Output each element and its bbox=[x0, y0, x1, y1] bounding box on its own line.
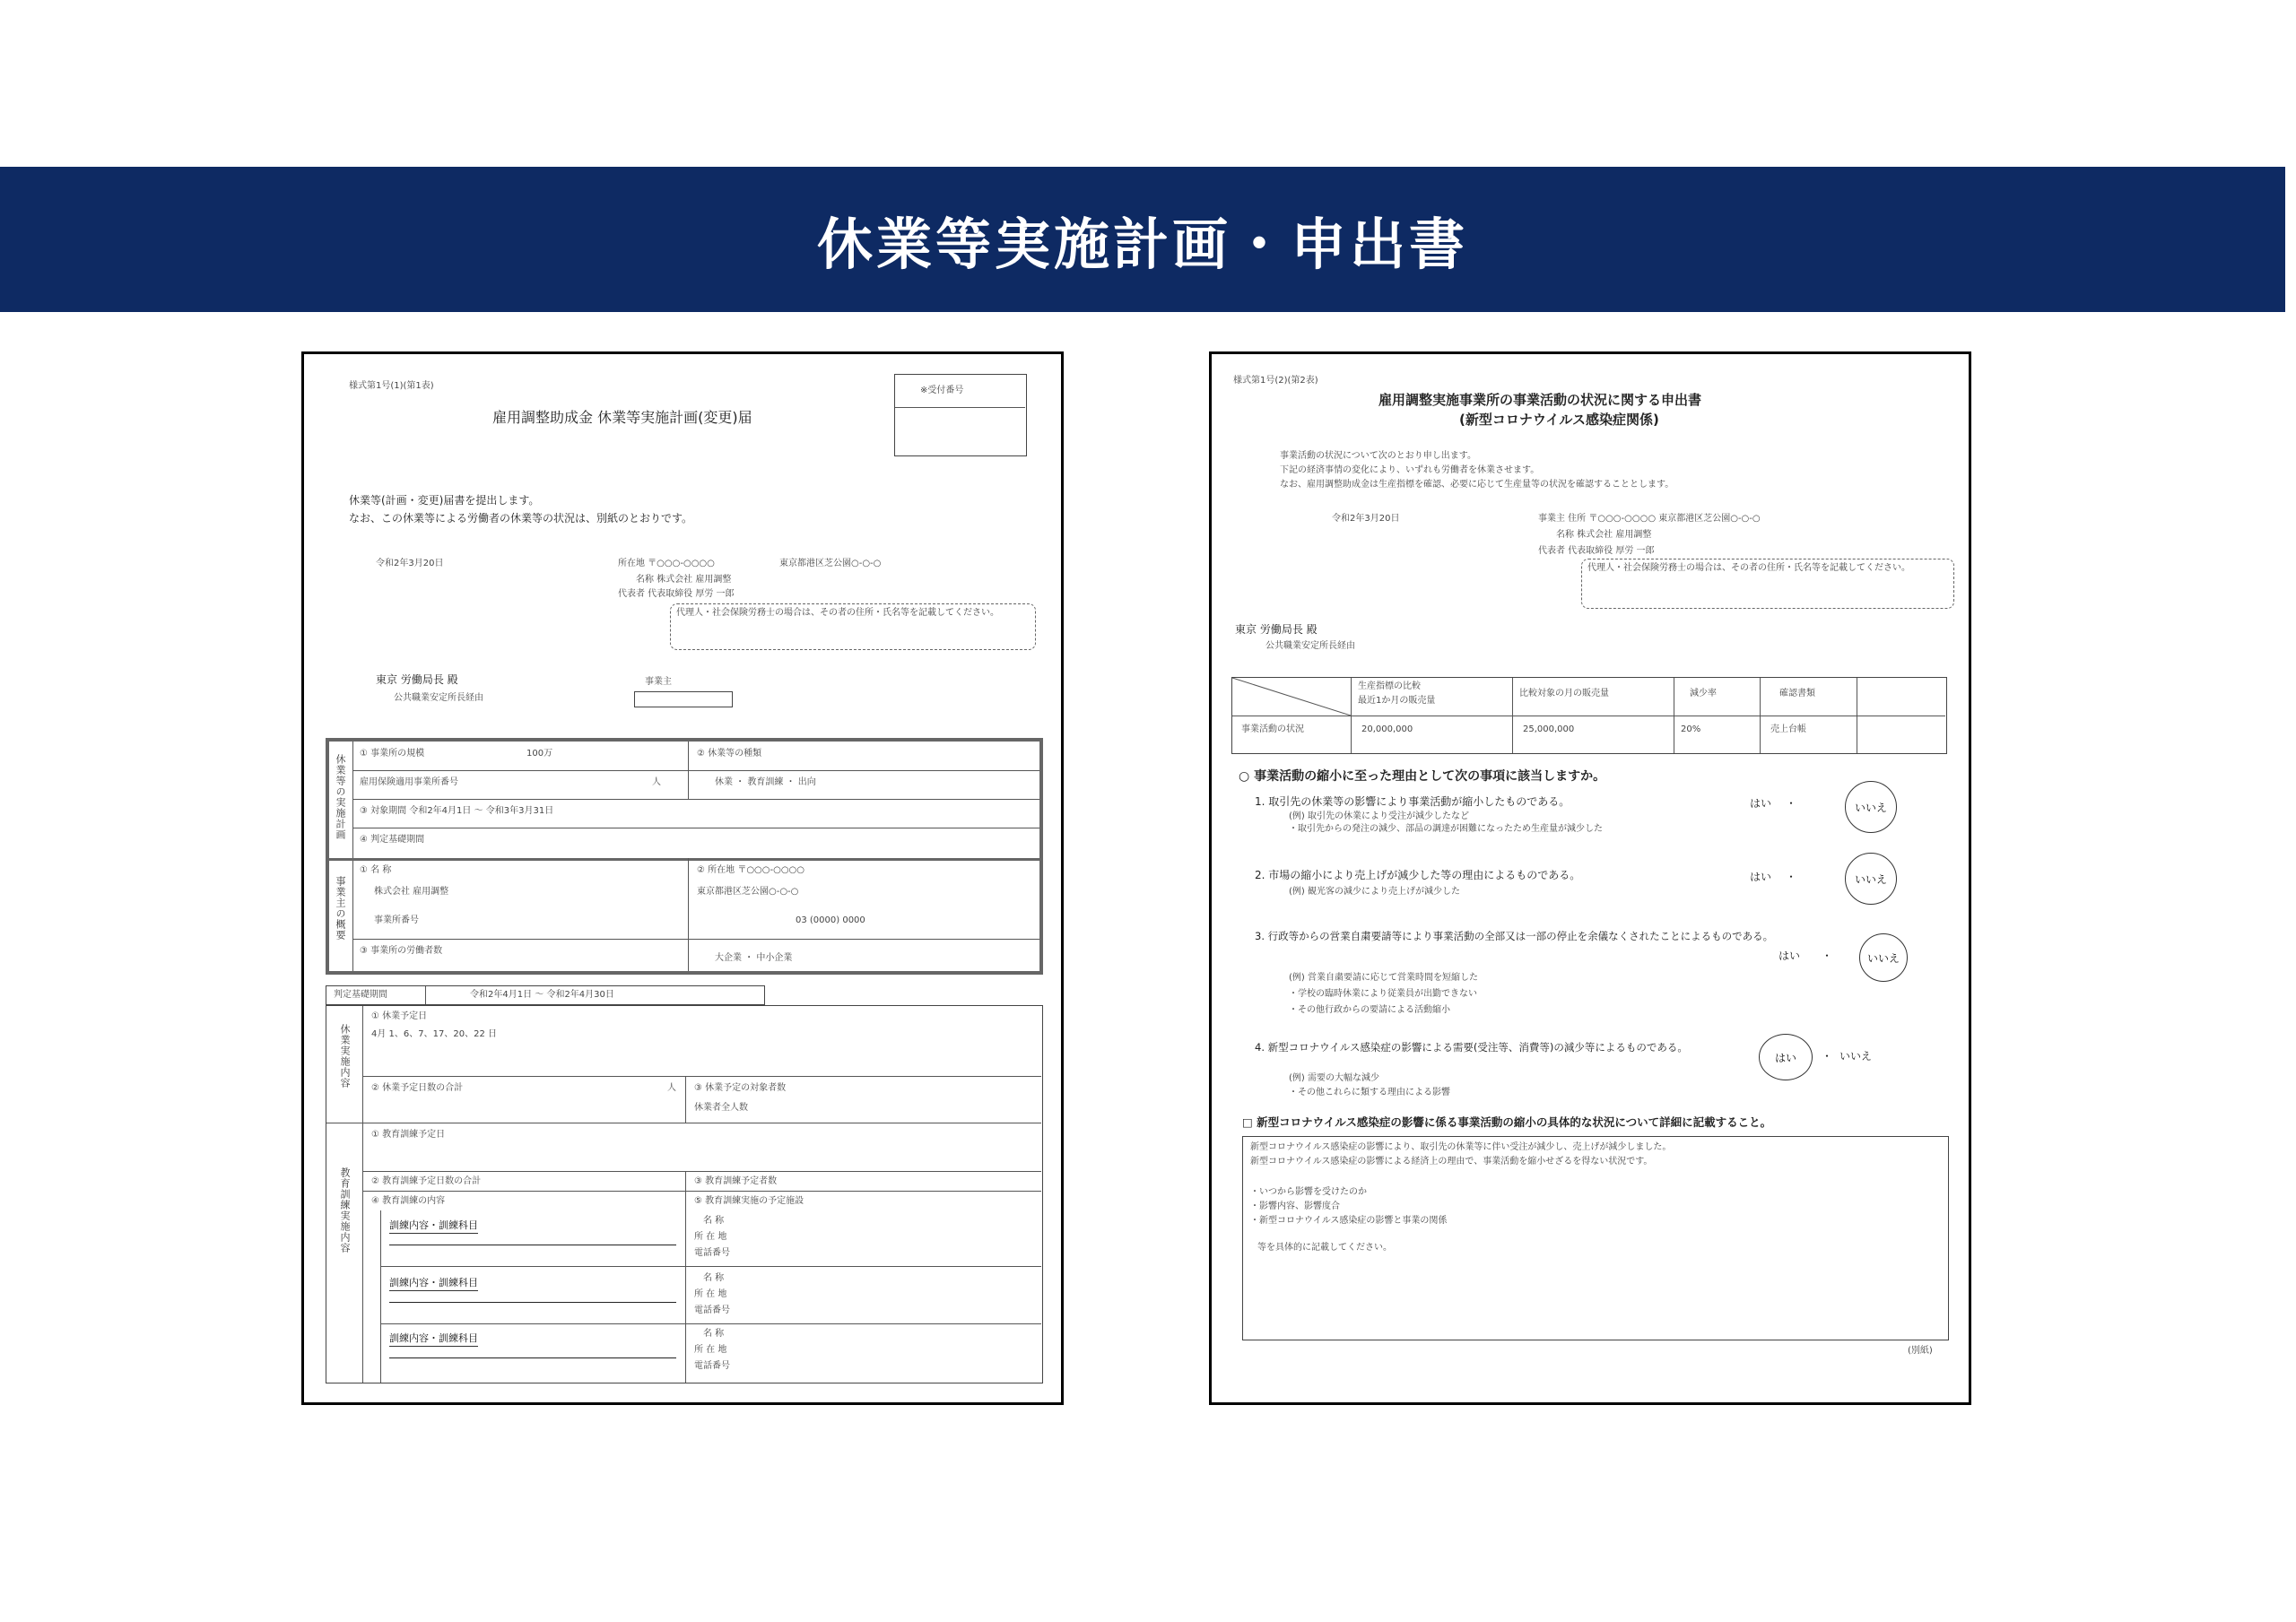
training-item-3-address: 所 在 地 bbox=[694, 1345, 727, 1355]
training-item-1-label: 訓練内容・訓練科目 bbox=[389, 1218, 478, 1234]
production-table bbox=[1231, 677, 1947, 754]
period-strip bbox=[326, 985, 765, 1005]
question-4-sep: ・ bbox=[1822, 1050, 1833, 1063]
question-3-sep: ・ bbox=[1822, 950, 1833, 962]
training-item-1-address: 所 在 地 bbox=[694, 1232, 727, 1242]
owner-name-label: ① 名 称 bbox=[360, 865, 392, 875]
question-1-sep: ・ bbox=[1786, 797, 1797, 810]
detail-line-1: 新型コロナウイルス感染症の影響により、取引先の休業等に伴い受注が減少し、売上げが減少しました。 bbox=[1250, 1142, 1672, 1152]
training-content-label: ④ 教育訓練の内容 bbox=[371, 1196, 446, 1206]
table-header-2: 最近1か月の販売量 bbox=[1358, 696, 1436, 706]
declaration-labor-bureau: 東京 労働局長 殿 bbox=[1235, 623, 1318, 636]
table-diagonal-line bbox=[1232, 678, 1351, 716]
plan-scale-label: ① 事業所の規模 bbox=[360, 749, 425, 759]
question-2-sep: ・ bbox=[1786, 871, 1797, 883]
plan-type-options: 休業 ・ 教育訓練 ・ 出向 bbox=[715, 777, 816, 787]
employment-office: 公共職業安定所長経由 bbox=[394, 693, 483, 703]
office-stamp-box bbox=[634, 691, 733, 707]
question-4-no: いいえ bbox=[1839, 1050, 1873, 1063]
implementation-section-box bbox=[326, 1005, 1043, 1383]
agent-note-box: 代理人・社会保険労務士の場合は、その者の住所・氏名等を記載してください。 bbox=[670, 603, 1036, 650]
leave-days-label: ① 休業予定日 bbox=[371, 1011, 428, 1021]
title-banner bbox=[0, 167, 2285, 312]
question-1-yes: はい bbox=[1750, 797, 1772, 810]
section-4-label: 教育訓練実施内容 bbox=[339, 1167, 351, 1253]
question-2: 2. 市場の縮小により売上げが減少した等の理由によるものである。 bbox=[1255, 869, 1581, 881]
detail-text-box[interactable] bbox=[1242, 1136, 1949, 1340]
detail-bullet-1: ・いつから影響を受けたのか bbox=[1250, 1187, 1367, 1197]
plan-scale-value: 100万 bbox=[526, 749, 553, 759]
section-1-label: 休業等の実施計画 bbox=[335, 754, 346, 840]
company-address-label: 所在地 〒○○○-○○○○ bbox=[618, 559, 715, 568]
company-name: 名称 株式会社 雇用調整 bbox=[636, 575, 732, 585]
form-title: 雇用調整助成金 休業等実施計画(変更)届 bbox=[492, 409, 752, 426]
detail-line-2: 新型コロナウイルス感染症の影響による経済上の理由で、事業活動を縮小せざるを得ない状況です。 bbox=[1250, 1157, 1653, 1167]
company-representative: 代表者 代表取締役 厚労 一郎 bbox=[618, 589, 735, 599]
question-2-detail: (例) 観光客の減少により売上げが減少した bbox=[1289, 887, 1460, 897]
table-header-4: 減少率 bbox=[1690, 689, 1717, 698]
question-4-answer-circle[interactable]: はい bbox=[1759, 1034, 1813, 1080]
declaration-subtitle: (新型コロナウイルス感染症関係) bbox=[1459, 412, 1659, 428]
page-title: 休業等実施計画・申出書 bbox=[816, 211, 1468, 277]
training-item-2-name: 名 称 bbox=[703, 1273, 725, 1283]
owner-office-number: 事業所番号 bbox=[374, 915, 419, 925]
training-count-label: ③ 教育訓練予定者数 bbox=[694, 1176, 778, 1186]
office-block-label: 事業主 bbox=[645, 677, 672, 687]
training-item-2-label: 訓練内容・訓練科目 bbox=[389, 1275, 478, 1291]
question-heading: ○ 事業活動の縮小に至った理由として次の事項に該当しますか。 bbox=[1239, 769, 1606, 784]
owner-name: 株式会社 雇用調整 bbox=[374, 887, 449, 897]
leave-total-unit: 人 bbox=[667, 1083, 676, 1093]
owner-address: 東京都港区芝公園○-○-○ bbox=[697, 887, 799, 897]
question-3-detail-3: ・その他行政からの要請による活動縮小 bbox=[1289, 1005, 1450, 1015]
table-row-label: 事業活動の状況 bbox=[1241, 724, 1304, 734]
training-item-2-phone: 電話番号 bbox=[694, 1305, 730, 1315]
plan-insurance-label: 雇用保険適用事業所番号 bbox=[360, 777, 458, 787]
owner-address-label: ② 所在地 〒○○○-○○○○ bbox=[697, 865, 805, 875]
declaration-company-name: 名称 株式会社 雇用調整 bbox=[1556, 530, 1652, 540]
submission-date: 令和2年3月20日 bbox=[376, 559, 444, 568]
detail-box-heading: □ 新型コロナウイルス感染症の影響に係る事業活動の縮小の具体的な状況について詳細に記載すること。 bbox=[1242, 1115, 1772, 1129]
declaration-agent-note: 代理人・社会保険労務士の場合は、その者の住所・氏名等を記載してください。 bbox=[1581, 559, 1954, 609]
declaration-company-rep: 代表者 代表取締役 厚労 一郎 bbox=[1538, 546, 1655, 556]
company-address: 東京都港区芝公園○-○-○ bbox=[779, 559, 882, 568]
training-item-1-phone: 電話番号 bbox=[694, 1248, 730, 1258]
form-number-2: 様式第1号(2)(第2表) bbox=[1233, 376, 1318, 386]
question-1-answer-circle[interactable]: いいえ bbox=[1845, 781, 1897, 833]
form-sheet-plan bbox=[301, 351, 1064, 1405]
detail-bullet-2: ・影響内容、影響度合 bbox=[1250, 1201, 1340, 1211]
table-header-3: 比較対象の月の販売量 bbox=[1519, 689, 1609, 698]
leave-total-label: ② 休業予定日数の合計 bbox=[371, 1083, 464, 1093]
question-3-detail-1: (例) 営業自粛要請に応じて営業時間を短縮した bbox=[1289, 973, 1478, 983]
training-item-3-label: 訓練内容・訓練科目 bbox=[389, 1331, 478, 1347]
declaration-intro-3: なお、雇用調整助成金は生産指標を確認、必要に応じて生産量等の状況を確認することとします。 bbox=[1280, 480, 1674, 490]
table-header-1: 生産指標の比較 bbox=[1358, 681, 1421, 691]
section-3-label: 休業実施内容 bbox=[339, 1024, 351, 1089]
training-item-3-name: 名 称 bbox=[703, 1329, 725, 1339]
question-1-detail-2: ・取引先からの発注の減少、部品の調達が困難になったため生産量が減少した bbox=[1289, 824, 1603, 834]
intro-line-2: なお、この休業等による労働者の休業等の状況は、別紙のとおりです。 bbox=[349, 512, 693, 525]
owner-size: 大企業 ・ 中小企業 bbox=[715, 953, 793, 963]
declaration-office: 公共職業安定所長経由 bbox=[1265, 641, 1355, 651]
plan-section-box bbox=[326, 738, 1043, 975]
question-2-answer-circle[interactable]: いいえ bbox=[1845, 853, 1897, 905]
training-item-2-address: 所 在 地 bbox=[694, 1289, 727, 1299]
leave-count-label: ③ 休業予定の対象者数 bbox=[694, 1083, 787, 1093]
leave-days-value: 4月 1、6、7、17、20、22 日 bbox=[371, 1029, 497, 1039]
question-3: 3. 行政等からの営業自粛要請等により事業活動の全部又は一部の停止を余儀なくされたことによるものである。 bbox=[1255, 930, 1774, 942]
declaration-company-address: 事業主 住所 〒○○○-○○○○ 東京都港区芝公園○-○-○ bbox=[1538, 514, 1761, 524]
period-label: 判定基礎期間 bbox=[334, 990, 387, 1000]
training-days-label: ① 教育訓練予定日 bbox=[371, 1130, 446, 1140]
table-value-1: 20,000,000 bbox=[1361, 724, 1413, 734]
form-number: 様式第1号(1)(第1表) bbox=[349, 381, 434, 391]
owner-workers-label: ③ 事業所の労働者数 bbox=[360, 946, 443, 956]
plan-type-label: ② 休業等の種類 bbox=[697, 749, 762, 759]
question-3-yes: はい bbox=[1779, 950, 1801, 962]
receipt-label: ※受付番号 bbox=[920, 386, 964, 395]
leave-count-value: 休業者全人数 bbox=[694, 1103, 748, 1113]
table-value-4: 売上台帳 bbox=[1770, 724, 1806, 734]
plan-basis-period: ④ 判定基礎期間 bbox=[360, 835, 425, 845]
training-total-label: ② 教育訓練予定日数の合計 bbox=[371, 1176, 482, 1186]
question-3-answer-circle[interactable]: いいえ bbox=[1859, 933, 1908, 982]
declaration-intro-1: 事業活動の状況について次のとおり申し出ます。 bbox=[1280, 451, 1476, 461]
labor-bureau: 東京 労働局長 殿 bbox=[376, 673, 458, 686]
training-item-1-name: 名 称 bbox=[703, 1216, 725, 1226]
declaration-date: 令和2年3月20日 bbox=[1332, 514, 1400, 524]
question-4-detail-1: (例) 需要の大幅な減少 bbox=[1289, 1073, 1379, 1083]
declaration-intro-2: 下記の経済事情の変化により、いずれも労働者を休業させます。 bbox=[1280, 465, 1540, 475]
table-header-5: 確認書類 bbox=[1779, 689, 1815, 698]
training-item-3-phone: 電話番号 bbox=[694, 1361, 730, 1371]
question-4: 4. 新型コロナウイルス感染症の影響による需要(受注等、消費等)の減少等によるものである。 bbox=[1255, 1041, 1688, 1054]
question-1-detail-1: (例) 取引先の休業により受注が減少したなど bbox=[1289, 811, 1469, 821]
table-value-3: 20% bbox=[1681, 724, 1701, 734]
plan-insurance-unit: 人 bbox=[652, 777, 661, 787]
form-sheet-declaration bbox=[1209, 351, 1971, 1405]
section-2-label: 事業主の概要 bbox=[335, 876, 346, 941]
question-2-yes: はい bbox=[1750, 871, 1772, 883]
question-3-detail-2: ・学校の臨時休業により従業員が出勤できない bbox=[1289, 989, 1477, 999]
detail-bullet-3: ・新型コロナウイルス感染症の影響と事業の関係 bbox=[1250, 1216, 1448, 1226]
owner-phone: 03 (0000) 0000 bbox=[796, 915, 865, 925]
question-4-detail-2: ・その他これらに類する理由による影響 bbox=[1289, 1088, 1450, 1097]
detail-bullet-4: 等を具体的に記載してください。 bbox=[1257, 1243, 1392, 1253]
period-value: 令和2年4月1日 〜 令和2年4月30日 bbox=[470, 990, 614, 1000]
intro-line-1: 休業等(計画・変更)届書を提出します。 bbox=[349, 494, 540, 507]
plan-period: ③ 対象期間 令和2年4月1日 〜 令和3年3月31日 bbox=[360, 806, 554, 816]
declaration-title: 雇用調整実施事業所の事業活動の状況に関する申出書 bbox=[1378, 392, 1702, 408]
training-facility-label: ⑤ 教育訓練実施の予定施設 bbox=[694, 1196, 804, 1206]
question-1: 1. 取引先の休業等の影響により事業活動が縮小したものである。 bbox=[1255, 795, 1570, 808]
receipt-box bbox=[894, 374, 1027, 456]
attachment-label: (別紙) bbox=[1908, 1346, 1933, 1356]
table-value-2: 25,000,000 bbox=[1523, 724, 1575, 734]
